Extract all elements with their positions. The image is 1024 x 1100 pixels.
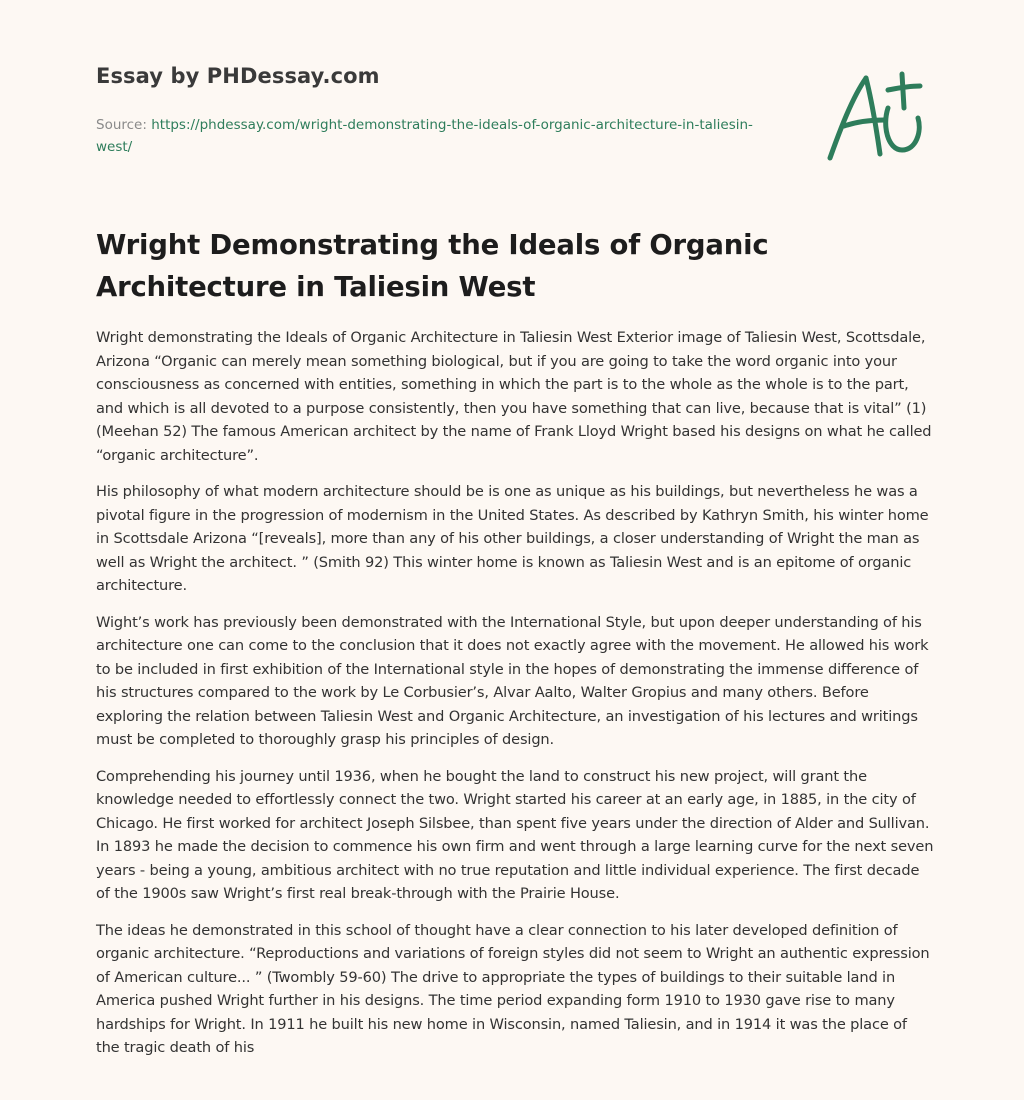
- source-line: [96, 114, 756, 158]
- paragraph: The ideas he demonstrated in this school of thought have a clear connection to his later developed definition of organic architecture. “Reproductions and variations of foreign styles did not seem to Wright an authentic expression of American culture... ” (Twombly 59-60) The drive to appropriate the types of buildings to their suitable land in America pushed Wright further in his designs. The time period expanding form 1910 to 1930 gave rise to many hardships for Wright. In 1911 he built his new home in Wisconsin, named Taliesin, and in 1914 it was the place of the tragic death of his: [96, 921, 930, 1056]
- paragraph: His philosophy of what modern architecture should be is one as unique as his buildings, but nevertheless he was a pivotal figure in the progression of modernism in the United States. As described by Kathryn Smith, his winter home in Scottsdale Arizona “[reveals], more than any of his other buildings, a closer understanding of Wright the man as well as Wright the architect. ” (Smith 92) This winter home is known as Taliesin West and is an epitome of organic architecture.: [96, 483, 929, 594]
- site-title: Essay by PHDessay.com: [96, 64, 380, 88]
- paragraph: Wright demonstrating the Ideals of Organic Architecture in Taliesin West Exterior image of Taliesin West, Scottsdale, Arizona “Organic can merely mean something biological, but if you are going to take the word organic into your consciousness as concerned with entities, something in which the part is to the whole as the whole is to the part, and which is all devoted to a purpose consistently, then you have something that can live, because that is vital” (1) (Meehan 52) The famous American architect by the name of Frank Lloyd Wright based his designs on what he called “organic architecture”.: [96, 329, 932, 464]
- a-plus-logo-icon: [822, 68, 926, 164]
- paragraph: Wight’s work has previously been demonstrated with the International Style, but upon deeper understanding of his architecture one can come to the conclusion that it does not exactly agree with the movement. He allowed his work to be included in first exhibition of the International style in the hopes of demonstrating the immense difference of his structures compared to the work by Le Corbusier’s, Alvar Aalto, Walter Gropius and many others. Before exploring the relation between Taliesin West and Organic Architecture, an investigation of his lectures and writings must be completed to thoroughly grasp his principles of design.: [96, 613, 929, 748]
- article-body: [96, 326, 934, 1073]
- page-header: [96, 64, 796, 158]
- source-label: Source:: [96, 117, 152, 133]
- source-link[interactable]: https://phdessay.com/wright-demonstrating-the-ideals-of-organic-architecture-in-taliesin-west/: [96, 117, 753, 155]
- article-title: Wright Demonstrating the Ideals of Organic Architecture in Taliesin West: [96, 229, 769, 303]
- paragraph: Comprehending his journey until 1936, when he bought the land to construct his new project, will grant the knowledge needed to effortlessly connect the two. Wright started his career at an early age, in 1885, in the city of Chicago. He first worked for architect Joseph Silsbee, than spent five years under the direction of Alder and Sullivan. In 1893 he made the decision to commence his own firm and went through a large learning curve for the next seven years - being a young, ambitious architect with no true reputation and little individual experience. The first decade of the 1900s saw Wright’s first real break-through with the Prairie House.: [96, 767, 934, 902]
